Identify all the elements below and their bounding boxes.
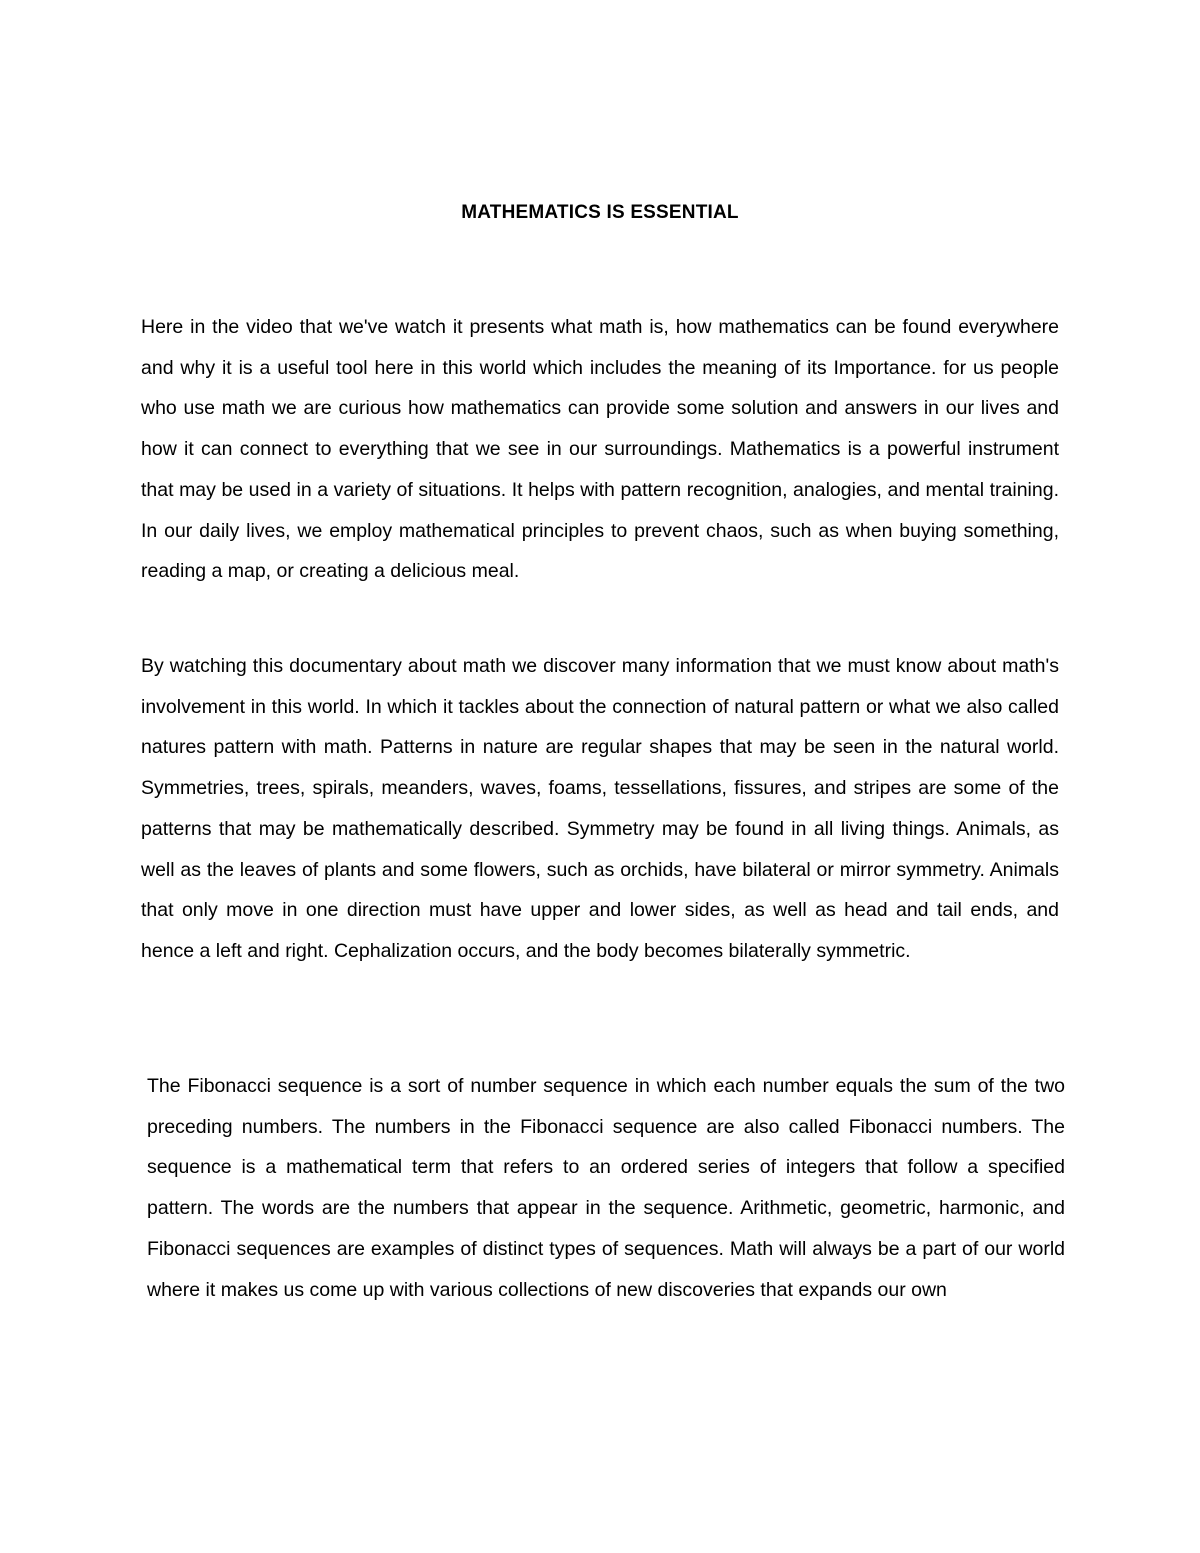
paragraph-2: By watching this documentary about math we discover many information that we must know about math's involvement in this world. In which it tackles about the connection of natural pattern or what we also called natures pattern with math. Patterns in nature are regular shapes that may be seen in the natural world. Symmetries, trees, spirals, meanders, waves, foams, tessellations, fissures, and stripes are some of the patterns that may be mathematically described. Symmetry may be found in all living things. Animals, as well as the leaves of plants and some flowers, such as orchids, have bilateral or mirror symmetry. Animals that only move in one direction must have upper and lower sides, as well as head and tail ends, and hence a left and right. Cephalization occurs, and the body becomes bilaterally symmetric. xyxy=(141,655,1059,962)
paragraph-1: Here in the video that we've watch it presents what math is, how mathematics can be found everywhere and why it is a useful tool here in this world which includes the meaning of its Importance. for us people who use math we are curious how mathematics can provide some solution and answers in our lives and how it can connect to everything that we see in our surroundings. Mathematics is a powerful instrument that may be used in a variety of situations. It helps with pattern recognition, analogies, and mental training. In our daily lives, we employ mathematical principles to prevent chaos, such as when buying something, reading a map, or creating a delicious meal. xyxy=(141,316,1059,583)
paragraph-3: The Fibonacci sequence is a sort of number sequence in which each number equals the sum of the two preceding numbers. The numbers in the Fibonacci sequence are also called Fibonacci numbers. The sequence is a mathematical term that refers to an ordered series of integers that follow a specified pattern. The words are the numbers that appear in the sequence. Arithmetic, geometric, harmonic, and Fibonacci sequences are examples of distinct types of sequences. Math will always be a part of our world where it makes us come up with various collections of new discoveries that expands our own xyxy=(147,1075,1065,1301)
document-title: MATHEMATICS IS ESSENTIAL xyxy=(461,202,739,223)
